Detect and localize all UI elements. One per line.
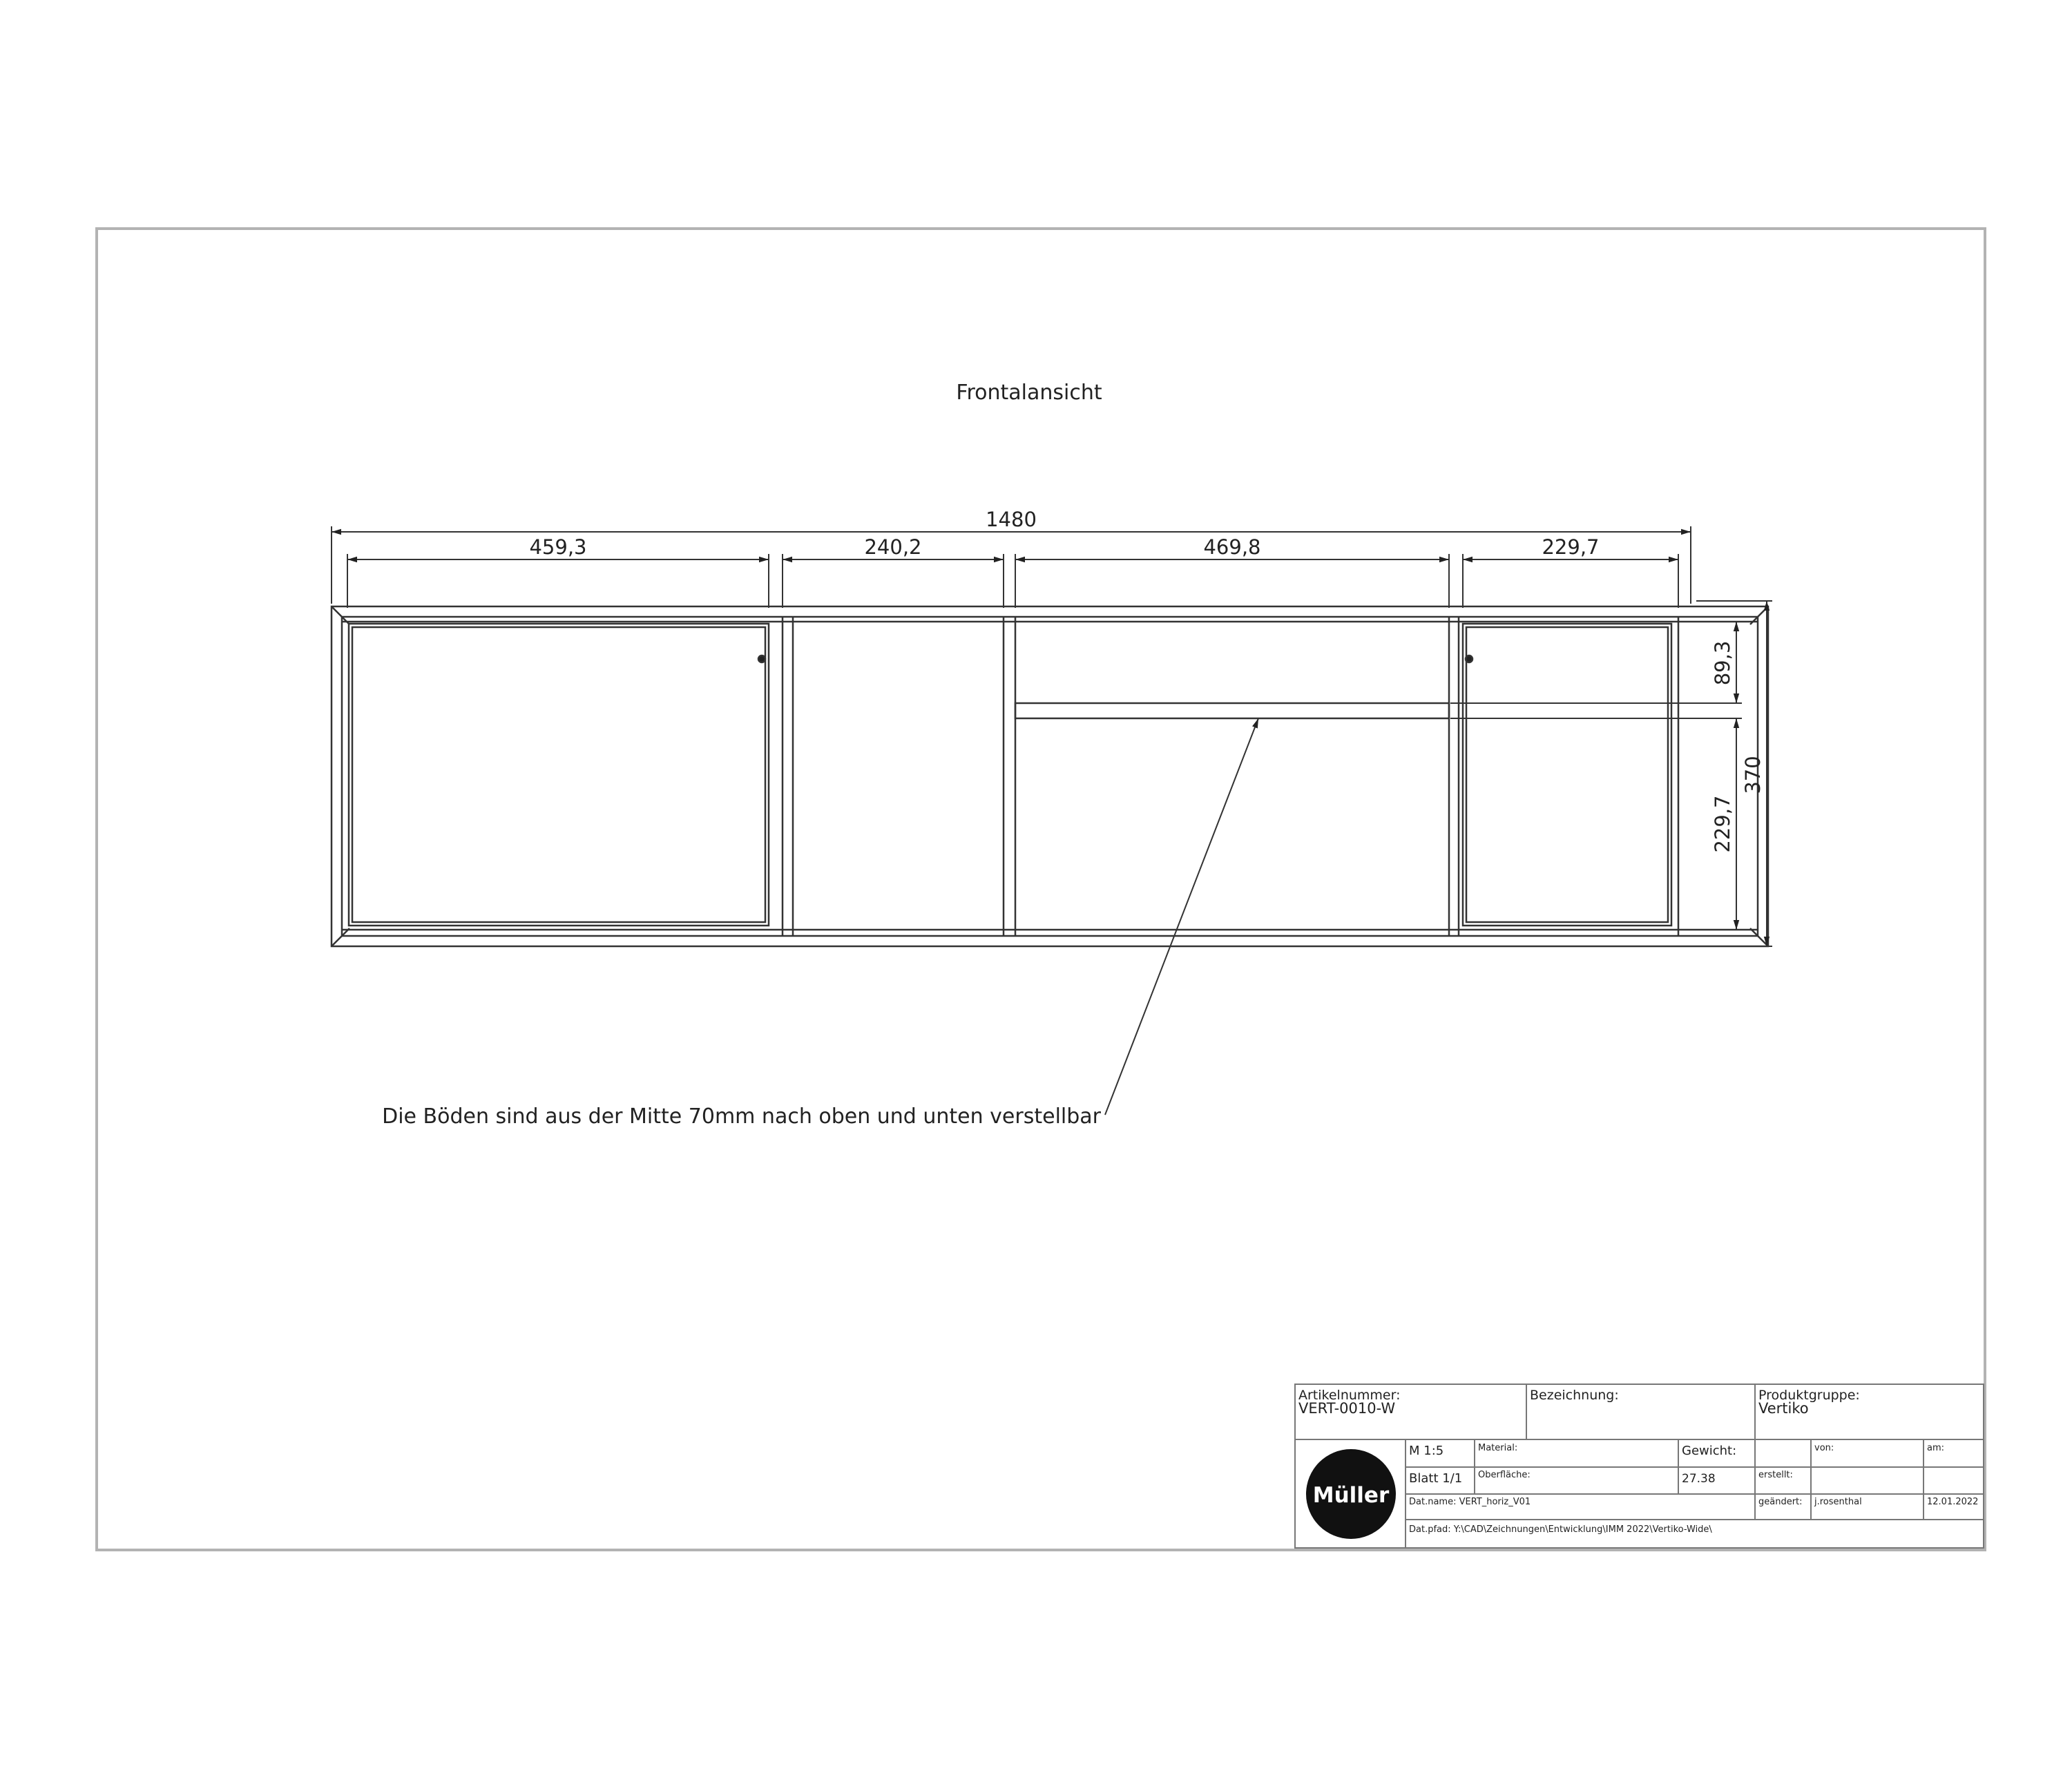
artikelnummer-label: Artikelnummer: xyxy=(1298,1388,1401,1403)
dateipfad: Dat.pfad: Y:\CAD\Zeichnungen\Entwicklung\IMM 2022\Vertiko-Wide\ xyxy=(1409,1524,1712,1535)
am-label: am: xyxy=(1927,1443,1945,1453)
left-door xyxy=(349,624,769,926)
gewicht-label: Gewicht: xyxy=(1682,1444,1737,1458)
dim-segment-1: 459,3 xyxy=(529,535,587,559)
shelf-note: Die Böden sind aus der Mitte 70mm nach oben und unten verstellbar xyxy=(382,1104,1101,1129)
material-label: Material: xyxy=(1478,1443,1518,1453)
produktgruppe-value: Vertiko xyxy=(1758,1400,1809,1417)
von-label: von: xyxy=(1814,1443,1834,1453)
right-door xyxy=(1463,624,1671,926)
dim-lower-height: 229,7 xyxy=(1711,795,1734,853)
bezeichnung-label: Bezeichnung: xyxy=(1530,1388,1619,1403)
adjustable-shelf xyxy=(1015,703,1449,718)
geaendert-by: j.rosenthal xyxy=(1814,1497,1862,1507)
sheet-value: Blatt 1/1 xyxy=(1409,1471,1463,1486)
erstellt-label: erstellt: xyxy=(1758,1470,1793,1480)
dim-segment-4: 229,7 xyxy=(1542,535,1600,559)
mueller-logo-text: Müller xyxy=(1312,1483,1390,1508)
gewicht-value: 27.38 xyxy=(1682,1472,1716,1486)
cabinet-front-view xyxy=(332,606,1768,946)
oberflaeche-label: Oberfläche: xyxy=(1478,1470,1531,1480)
scale-value: M 1:5 xyxy=(1409,1444,1444,1458)
artikelnummer-value: VERT-0010-W xyxy=(1298,1400,1396,1417)
dim-segment-3: 469,8 xyxy=(1203,535,1261,559)
dateiname: Dat.name: VERT_horiz_V01 xyxy=(1409,1497,1531,1507)
dim-upper-height: 89,3 xyxy=(1711,640,1734,686)
door-knob-left xyxy=(758,655,765,662)
geaendert-date: 12.01.2022 xyxy=(1927,1497,1979,1507)
dim-segment-2: 240,2 xyxy=(864,535,922,559)
door-knob-right xyxy=(1466,655,1473,662)
sheet-border xyxy=(97,229,1985,1550)
view-title: Frontalansicht xyxy=(956,381,1102,405)
dim-overall-height: 370 xyxy=(1741,756,1765,794)
title-block xyxy=(1295,1384,1984,1548)
produktgruppe-label: Produktgruppe: xyxy=(1758,1388,1860,1403)
dim-overall-width: 1480 xyxy=(986,508,1037,531)
geaendert-label: geändert: xyxy=(1758,1497,1803,1507)
note-leader xyxy=(1105,718,1258,1115)
